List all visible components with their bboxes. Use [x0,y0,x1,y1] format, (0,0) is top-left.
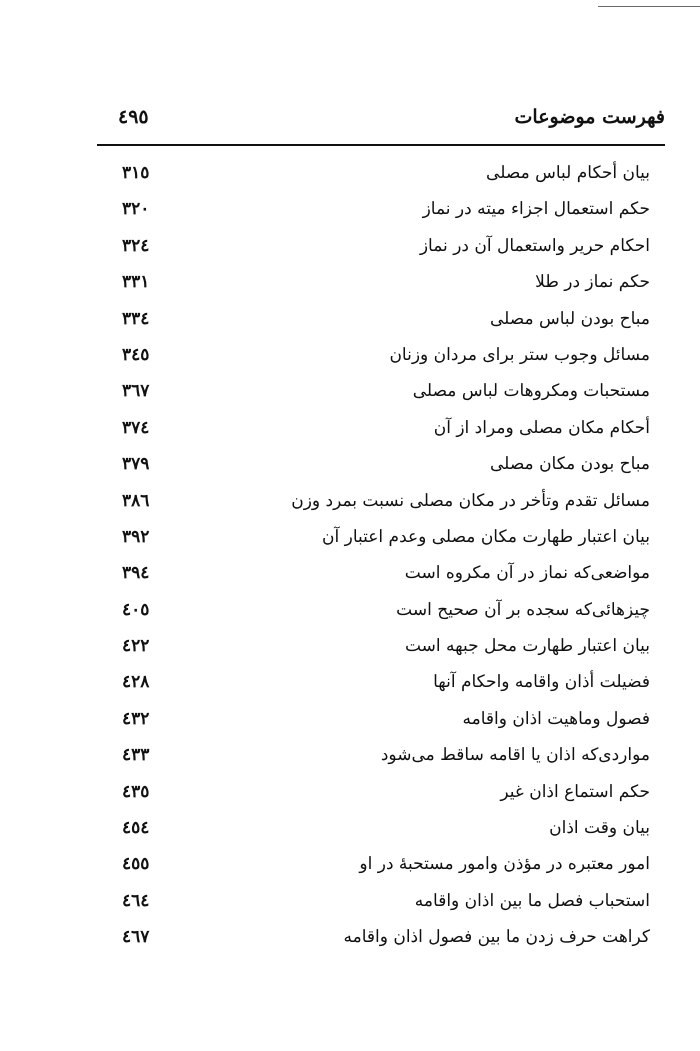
toc-entry-page: ٣٤٥ [122,344,150,365]
toc-entry-title: چیزهائی‌که سجده بر آن صحیح است [396,599,650,620]
header-divider [97,144,665,146]
toc-entry-page: ٣٨٦ [122,490,150,511]
toc-entry-page: ٤٢٨ [122,672,150,693]
toc-entry [110,782,650,818]
toc-entry-title: مواضعی‌که نماز در آن مکروه است [404,563,650,584]
toc-entry [110,345,650,381]
toc-entry [110,381,650,417]
toc-entry [110,600,650,636]
toc-entry-title: حکم استعمال اجزاء میته در نماز [422,199,650,220]
toc-entry [110,527,650,563]
toc-entry-page: ٣٩٤ [122,563,150,584]
toc-entry-title: حکم نماز در طلا [535,272,650,293]
toc-entry [110,163,650,199]
toc-entry [110,491,650,527]
toc-entry [110,236,650,272]
toc-entry-page: ٣٩٢ [122,526,150,547]
toc-entry-title: مستحبات ومکروهات لباس مصلی [412,381,650,402]
toc-entry-title: فصول وماهیت اذان واقامه [462,708,650,729]
toc-entry-page: ٣٦٧ [122,381,150,402]
toc-entry-title: مسائل تقدم وتأخر در مکان مصلی نسبت بمرد وزن [291,490,650,511]
page-title: فهرست موضوعات [514,106,665,128]
toc-entry-page: ٤٦٤ [122,890,150,911]
toc-entry [110,418,650,454]
toc-entry [110,854,650,890]
toc-entry [110,818,650,854]
toc-entry-title: استحباب فصل ما بین اذان واقامه [414,890,650,911]
toc-entry-page: ٤٣٣ [122,745,150,766]
toc-entry-title: امور معتبره در مؤذن وامور مستحبهٔ در او [359,854,650,875]
toc-entry-page: ٣٧٤ [122,417,150,438]
toc-entry [110,745,650,781]
toc-entry [110,927,650,963]
toc-entry-title: فضیلت أذان واقامه واحکام آنها [433,672,650,693]
toc-entry-title: بیان وقت اذان [549,818,650,839]
toc-entry-title: مباح بودن لباس مصلی [489,308,650,329]
toc-entry [110,199,650,235]
toc-entry-title: مباح بودن مکان مصلی [490,454,650,475]
toc-entry-page: ٣١٥ [122,163,150,183]
toc-entry-page: ٣٣٤ [122,308,150,329]
top-edge-rule [598,6,700,7]
toc-entry-page: ٤٥٤ [122,818,150,839]
toc-entry [110,636,650,672]
toc-entry-page: ٤٥٥ [122,854,150,875]
page-header [110,106,665,140]
toc-entry-title: مسائل وجوب ستر برای مردان وزنان [389,344,650,365]
toc-entry-title: احکام حریر واستعمال آن در نماز [419,235,650,256]
toc-entry-page: ٣٢٠ [122,199,150,220]
toc-entry-page: ٤٣٢ [122,708,150,729]
toc-entry-title: أحکام مکان مصلی ومراد از آن [433,417,650,438]
toc-entry [110,309,650,345]
toc-entry-title: حکم استماع اذان غیر [500,781,650,802]
toc-entry-page: ٣٣١ [122,272,150,293]
toc-entry [110,454,650,490]
toc-entry-page: ٤٠٥ [122,599,150,620]
table-of-contents [110,163,650,964]
toc-entry [110,891,650,927]
toc-entry-title: بیان اعتبار طهارت مکان مصلی وعدم اعتبار آن [322,526,650,547]
toc-entry [110,272,650,308]
toc-entry [110,563,650,599]
toc-entry-title: مواردی‌که اذان یا اقامه ساقط می‌شود [380,745,650,766]
toc-entry-title: کراهت حرف زدن ما بین فصول اذان واقامه [343,927,650,948]
toc-entry-page: ٣٧٩ [122,454,150,475]
toc-entry-page: ٣٢٤ [122,235,150,256]
toc-entry [110,709,650,745]
toc-entry-page: ٤٣٥ [122,781,150,802]
toc-entry [110,672,650,708]
page-number: ٤٩٥ [118,106,149,128]
toc-entry-title: بیان اعتبار طهارت محل جبهه است [404,636,650,657]
toc-entry-page: ٤٦٧ [122,927,150,948]
toc-entry-page: ٤٢٢ [122,636,150,657]
toc-entry-title: بیان أحکام لباس مصلی [486,163,650,183]
